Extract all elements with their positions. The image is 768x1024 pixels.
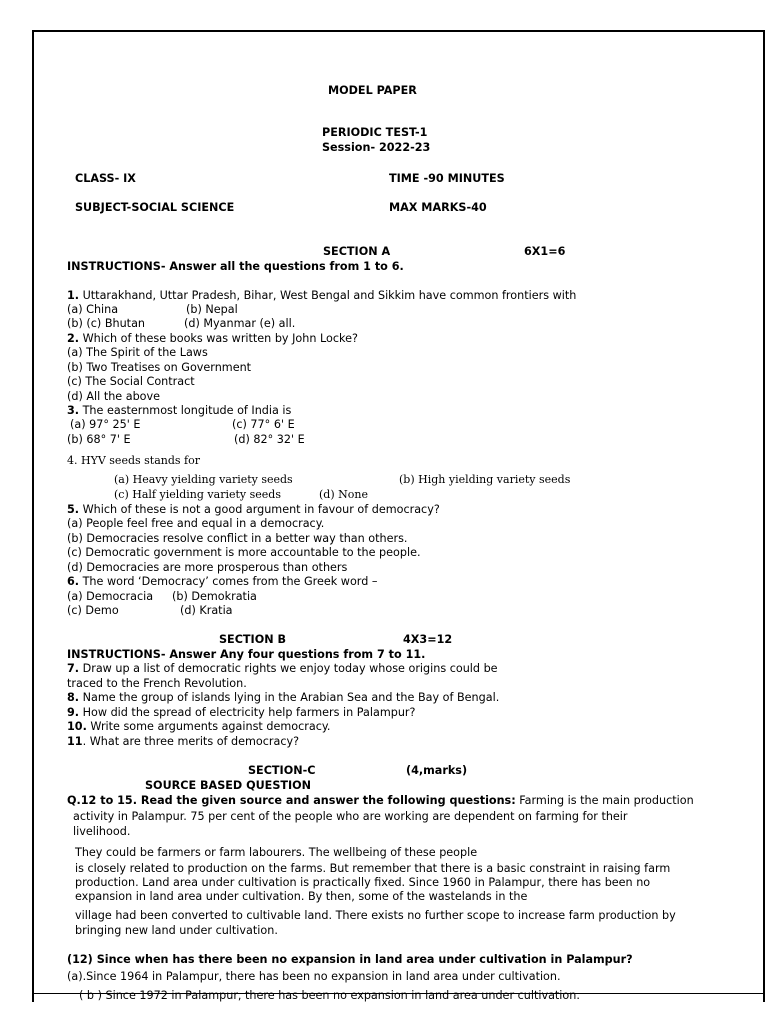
- section-a-heading: SECTION A: [323, 245, 391, 258]
- page-bottom-rule: [32, 993, 765, 994]
- source-text: livelihood.: [73, 825, 131, 838]
- source-text: expansion in land area under cultivation. By then, some of the wastelands in the: [75, 890, 528, 903]
- option: (b) (c) Bhutan: [67, 317, 146, 330]
- option: (a) China: [67, 303, 119, 316]
- section-c-marks: (4,marks): [406, 764, 468, 777]
- question-text: How did the spread of electricity help farmers in Palampur?: [79, 706, 416, 719]
- option: (c) Demo: [67, 604, 119, 617]
- question-text: The easternmost longitude of India is: [79, 404, 292, 417]
- question-2: [67, 332, 358, 346]
- option: (b) Nepal: [186, 303, 238, 316]
- class-label: CLASS- IX: [75, 172, 136, 185]
- option: (d) None: [319, 488, 368, 501]
- question-number: 11: [67, 735, 83, 748]
- option: (b) Demokratia: [172, 590, 257, 603]
- option: (b) Democracies resolve conflict in a better way than others.: [67, 532, 408, 545]
- section-b-marks: 4X3=12: [403, 633, 453, 646]
- option: (a) People feel free and equal in a democracy.: [67, 517, 325, 530]
- source-text: production. Land area under cultivation is practically fixed. Since 1960 in Palampur, there has been no: [75, 876, 651, 889]
- section-b-heading: SECTION B: [219, 633, 286, 646]
- source-text: bringing new land under cultivation.: [75, 924, 278, 937]
- question-10: [67, 720, 330, 734]
- option: (d) Kratia: [180, 604, 233, 617]
- question-text: Draw up a list of democratic rights we enjoy today whose origins could be: [79, 662, 498, 675]
- question-9: [67, 706, 415, 720]
- source-instructions: Q.12 to 15. Read the given source and answer the following questions:: [67, 794, 516, 807]
- option: (d) 82° 32' E: [234, 433, 305, 446]
- test-name: PERIODIC TEST-1: [322, 126, 428, 139]
- section-c-heading: SECTION-C: [248, 764, 316, 777]
- option: (c) Democratic government is more accountable to the people.: [67, 546, 421, 559]
- question-11: [67, 735, 299, 749]
- option: (d) Democracies are more prosperous than others: [67, 561, 348, 574]
- question-4: 4. HYV seeds stands for: [67, 454, 200, 467]
- option: (a).Since 1964 in Palampur, there has been no expansion in land area under cultivation.: [67, 970, 561, 983]
- option: (d) All the above: [67, 390, 161, 403]
- source-based-heading: SOURCE BASED QUESTION: [145, 779, 312, 792]
- question-number: 6.: [67, 575, 80, 588]
- question-12: (12) Since when has there been no expansion in land area under cultivation in Palampur?: [67, 953, 633, 966]
- section-b-instructions: INSTRUCTIONS- Answer Any four questions from 7 to 11.: [67, 648, 426, 661]
- option: (a) The Spirit of the Laws: [67, 346, 208, 359]
- option: (a) Democracia: [67, 590, 154, 603]
- question-number: 8.: [67, 691, 80, 704]
- question-6: [67, 575, 377, 589]
- question-7: [67, 662, 498, 676]
- question-5: [67, 503, 440, 517]
- source-intro: [67, 794, 694, 808]
- question-text: Uttarakhand, Uttar Pradesh, Bihar, West Bengal and Sikkim have common frontiers with: [79, 289, 577, 302]
- option: (d) Myanmar (e) all.: [184, 317, 296, 330]
- question-text: Which of these books was written by John Locke?: [79, 332, 358, 345]
- option: (a) Heavy yielding variety seeds: [114, 473, 293, 486]
- section-a-instructions: INSTRUCTIONS- Answer all the questions from 1 to 6.: [67, 260, 404, 273]
- option: (c) 77° 6' E: [232, 418, 295, 431]
- option: (b) Two Treatises on Government: [67, 361, 252, 374]
- question-text: Name the group of islands lying in the Arabian Sea and the Bay of Bengal.: [79, 691, 500, 704]
- subject-label: SUBJECT-SOCIAL SCIENCE: [75, 201, 235, 214]
- question-text: . What are three merits of democracy?: [82, 735, 300, 748]
- option: ( b ) Since 1972 in Palampur, there has been no expansion in land area under cultivation.: [79, 989, 580, 1002]
- question-number: 2.: [67, 332, 80, 345]
- option: (a) 97° 25' E: [70, 418, 141, 431]
- paper-title: MODEL PAPER: [328, 84, 417, 97]
- question-number: 10.: [67, 720, 87, 733]
- question-number: 3.: [67, 404, 80, 417]
- option: (c) Half yielding variety seeds: [114, 488, 281, 501]
- question-number: 1.: [67, 289, 80, 302]
- source-text: is closely related to production on the farms. But remember that there is a basic constraint in raising farm: [75, 862, 671, 875]
- question-text: Write some arguments against democracy.: [86, 720, 331, 733]
- source-text: activity in Palampur. 75 per cent of the people who are working are dependent on farming for their: [73, 810, 628, 823]
- question-text: Which of these is not a good argument in favour of democracy?: [79, 503, 440, 516]
- option: (c) The Social Contract: [67, 375, 195, 388]
- question-number: 9.: [67, 706, 80, 719]
- question-text: The word ‘Democracy’ comes from the Greek word –: [79, 575, 378, 588]
- source-text: village had been converted to cultivable land. There exists no further scope to increase farm production by: [75, 909, 676, 922]
- max-marks-label: MAX MARKS-40: [389, 201, 487, 214]
- question-8: [67, 691, 499, 705]
- question-number: 5.: [67, 503, 80, 516]
- question-3: [67, 404, 291, 418]
- question-7-continued: traced to the French Revolution.: [67, 677, 247, 690]
- question-1: [67, 289, 576, 303]
- time-label: TIME -90 MINUTES: [389, 172, 505, 185]
- source-text: Farming is the main production: [515, 794, 694, 807]
- question-number: 7.: [67, 662, 80, 675]
- section-a-marks: 6X1=6: [524, 245, 566, 258]
- option: (b) High yielding variety seeds: [399, 473, 571, 486]
- option: (b) 68° 7' E: [67, 433, 131, 446]
- session: Session- 2022-23: [322, 141, 431, 154]
- source-text: They could be farmers or farm labourers. The wellbeing of these people: [75, 846, 478, 859]
